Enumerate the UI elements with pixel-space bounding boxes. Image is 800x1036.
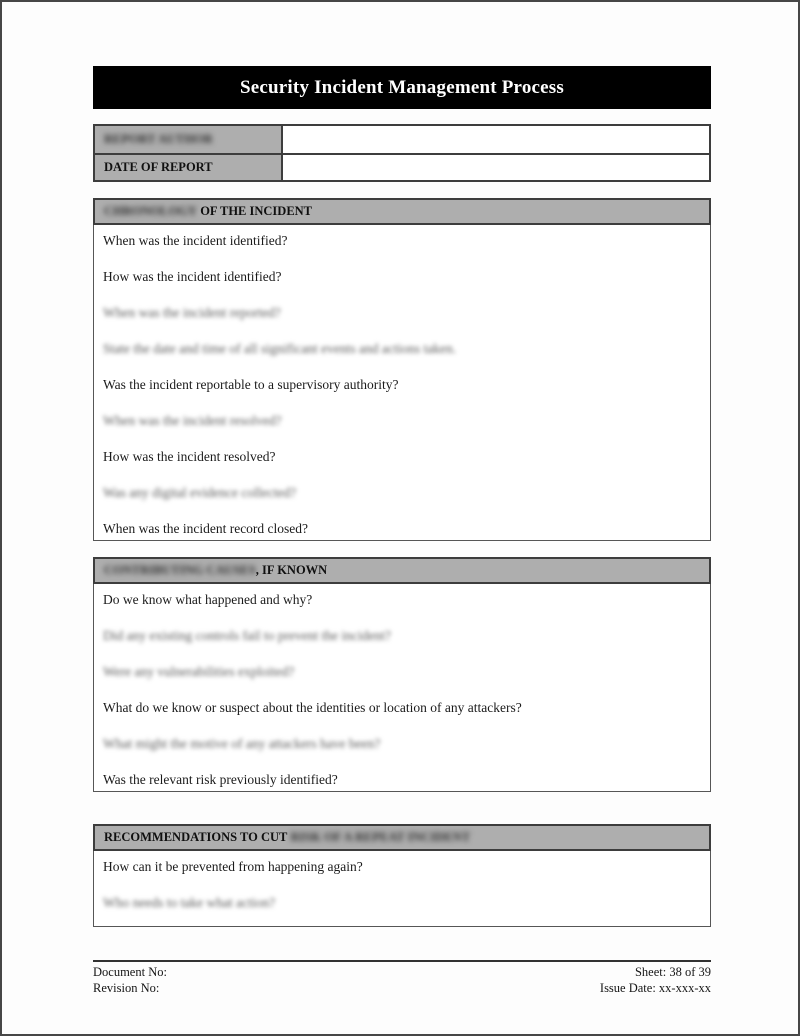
question-text-redacted: Did any existing controls fail to prevent the incident? [103,628,391,643]
question-text-redacted: When was the incident reported? [103,305,281,320]
document-no-label: Document No: [93,965,167,979]
footer-left-block [93,965,167,996]
report-author-label: REPORT AUTHOR [104,132,213,146]
question-text: How can it be prevented from happening again? [103,859,363,874]
section-answer-area[interactable] [93,851,711,927]
section-chronology [93,198,711,541]
question-text: When was the incident identified? [103,233,288,248]
question-text-redacted: Was any digital evidence collected? [103,485,297,500]
footer-right-block [600,965,711,996]
question-text-redacted: When was the incident resolved? [103,413,282,428]
section-contributing-causes [93,557,711,792]
question-text: Was the incident reportable to a supervisory authority? [103,377,399,392]
date-of-report-label-cell [95,155,283,180]
section-header-text: RECOMMENDATIONS TO CUT [104,830,288,844]
question-text: How was the incident resolved? [103,449,276,464]
question-text: What do we know or suspect about the identities or location of any attackers? [103,700,522,715]
section-header-redacted-text: RISK OF A REPEAT INCIDENT [287,830,471,844]
section-header-text: OF THE INCIDENT [197,204,313,218]
table-row [95,153,709,180]
page-content [93,66,711,996]
section-header-chronology [93,198,711,225]
question-text: When was the incident record closed? [103,521,309,536]
section-header-redacted-text: CONTRIBUTING CAUSES [104,563,256,577]
date-of-report-field[interactable] [283,155,709,180]
question-text: Do we know what happened and why? [103,592,313,607]
revision-no-label: Revision No: [93,980,160,995]
section-answer-area[interactable] [93,584,711,792]
question-text-redacted: Were any vulnerabilities exploited? [103,664,295,679]
section-header-contributing-causes [93,557,711,584]
issue-date: Issue Date: xx-xxx-xx [599,980,711,995]
date-of-report-label: DATE OF REPORT [104,160,213,174]
table-row [95,126,709,153]
report-author-label-cell [95,126,283,153]
section-recommendations [93,824,711,927]
question-text-redacted: State the date and time of all significant events and actions taken. [103,341,457,356]
section-header-recommendations [93,824,711,851]
question-text-redacted: Who needs to take what action? [103,895,276,910]
question-text: How was the incident identified? [103,269,282,284]
question-text-redacted: What might the motive of any attackers have been? [103,736,381,751]
section-answer-area[interactable] [93,225,711,541]
sheet-number: Sheet: 38 of 39 [634,965,711,979]
section-header-redacted-text: CHRONOLOGY [104,204,198,218]
report-author-field[interactable] [283,126,709,153]
page-footer [93,960,711,996]
section-header-text: , IF KNOWN [255,563,328,577]
page-title: Security Incident Management Process [240,76,564,98]
question-text: Was the relevant risk previously identified? [103,772,338,787]
document-title-bar [93,66,711,109]
report-info-table [93,124,711,182]
